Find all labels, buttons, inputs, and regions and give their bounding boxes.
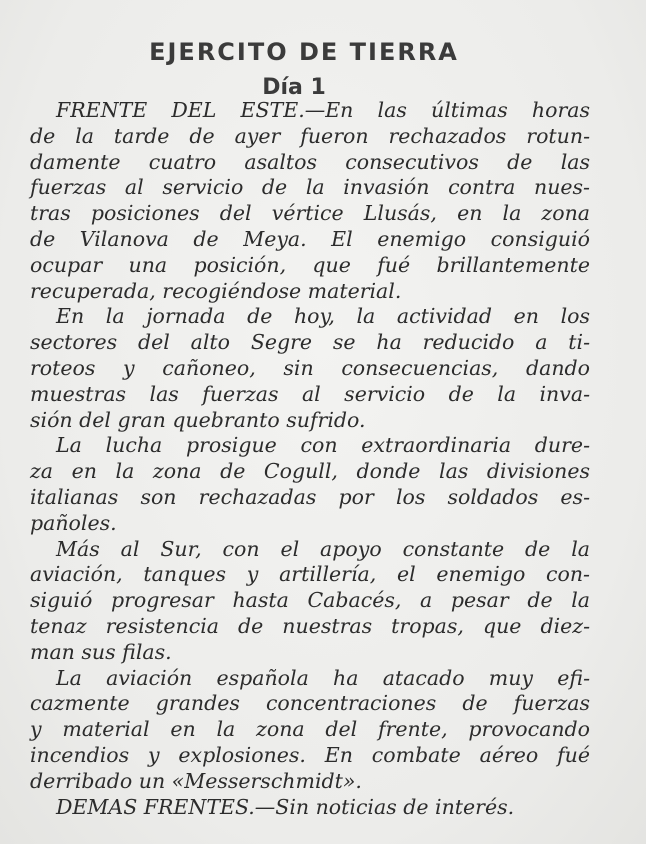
text-line: derribado un «Messerschmidt». [30, 768, 362, 793]
text-line: Más al Sur, con el apoyo constante de la [56, 536, 590, 561]
text-line: roteos y cañoneo, sin consecuencias, dando [30, 355, 590, 380]
text-line: En la jornada de hoy, la actividad en los [56, 304, 590, 329]
text-line: DEMAS FRENTES.—Sin noticias de interés. [56, 794, 515, 819]
text-line: aviación, tanques y artillería, el enemigo con- [30, 562, 590, 587]
text-line: recuperada, recogiéndose material. [30, 278, 402, 303]
text-line: siguió progresar hasta Cabacés, a pesar de la [30, 588, 590, 613]
text-line: man sus filas. [30, 639, 172, 664]
text-line: incendios y explosiones. En combate aéreo fué [30, 742, 590, 767]
article-body [30, 98, 590, 820]
day-heading: Día 1 [262, 75, 326, 100]
text-line: La aviación española ha atacado muy efi- [56, 665, 590, 690]
text-line: italianas son rechazadas por los soldados es- [30, 484, 590, 509]
text-line: damente cuatro asaltos consecutivos de las [30, 149, 590, 174]
text-line: de Vilanova de Meya. El enemigo consiguió [30, 226, 590, 251]
text-line: de la tarde de ayer fueron rechazados rotun- [30, 123, 590, 148]
text-line: za en la zona de Cogull, donde las divisiones [30, 459, 590, 484]
text-line: pañoles. [30, 510, 117, 535]
text-line: sión del gran quebranto sufrido. [30, 407, 366, 432]
text-line: FRENTE DEL ESTE.—En las últimas horas [56, 98, 590, 122]
text-line: y material en la zona del frente, provocando [30, 717, 590, 742]
text-line: tenaz resistencia de nuestras tropas, que diez- [30, 613, 590, 638]
text-line: cazmente grandes concentraciones de fuerzas [30, 691, 590, 716]
text-line: fuerzas al servicio de la invasión contra nues- [30, 175, 590, 200]
text-line: ocupar una posición, que fué brillantemente [30, 252, 590, 277]
text-line: sectores del alto Segre se ha reducido a ti- [30, 330, 590, 355]
text-line: La lucha prosigue con extraordinaria dure- [56, 433, 590, 458]
text-line: muestras las fuerzas al servicio de la inva- [30, 381, 590, 406]
section-heading: EJERCITO DE TIERRA [149, 38, 459, 66]
text-line: tras posiciones del vértice Llusás, en la zona [30, 201, 590, 226]
